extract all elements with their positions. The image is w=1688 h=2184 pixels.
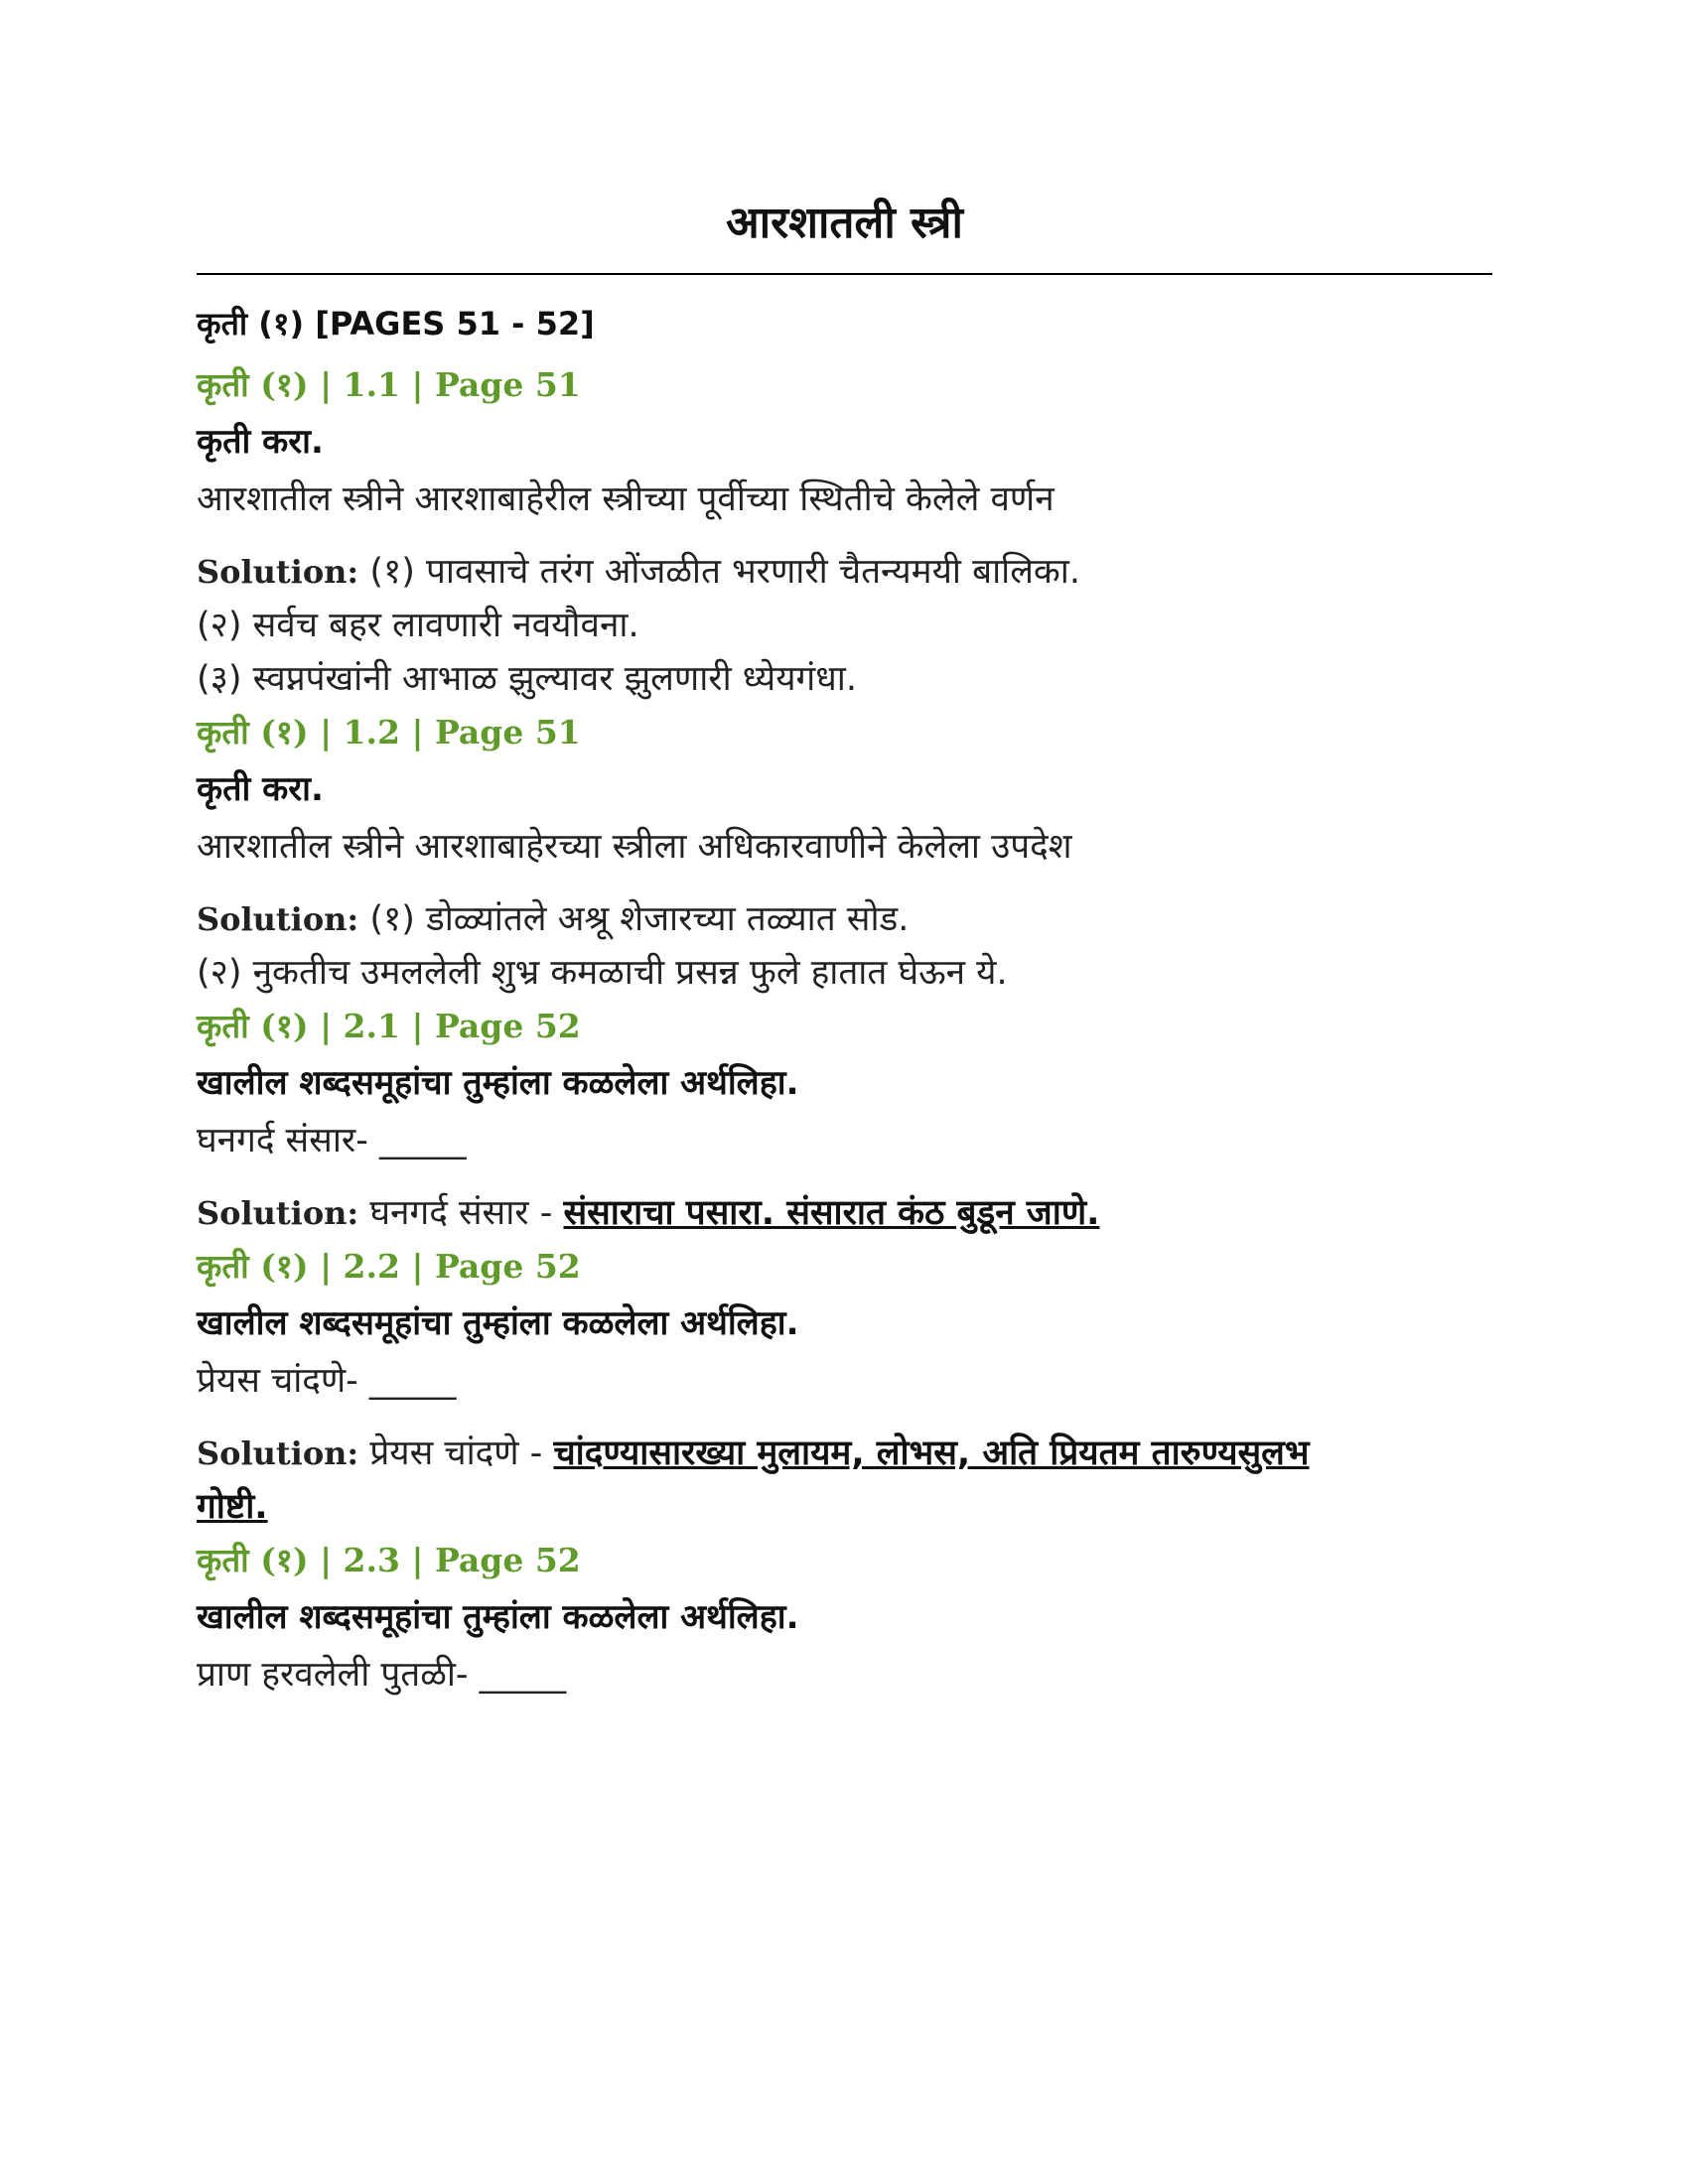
section-title: कृती (१) [PAGES 51 - 52] bbox=[197, 305, 595, 342]
title-divider bbox=[197, 273, 1492, 275]
question-text: आरशातील स्त्रीने आरशाबाहेरच्या स्त्रीला अधिकारवाणीने केलेला उपदेश bbox=[197, 827, 1072, 867]
solution-line: (३) स्वप्नपंखांनी आभाळ झुल्यावर झुलणारी ध्येयगंधा. bbox=[197, 659, 857, 699]
solution-line: (२) नुकतीच उमललेली शुभ्र कमळाची प्रसन्न फुले हातात घेऊन ये. bbox=[197, 953, 1008, 993]
question-heading: कृती (१) | 2.1 | Page 52 bbox=[197, 1007, 581, 1045]
solution-line bbox=[197, 1427, 1492, 1480]
question-block-1-1 bbox=[197, 358, 1492, 706]
question-text: प्रेयस चांदणे- _____ bbox=[197, 1361, 457, 1401]
question-block-2-1 bbox=[197, 1000, 1492, 1240]
question-text: घनगर्द संसार- _____ bbox=[197, 1121, 467, 1160]
solution-text: (१) पावसाचे तरंग ओंजळीत भरणारी चैतन्यमयी बालिका. bbox=[369, 552, 1080, 592]
solution-prefix: घनगर्द संसार - bbox=[369, 1193, 564, 1233]
question-text: प्राण हरवलेली पुतळी- _____ bbox=[197, 1655, 567, 1695]
question-heading: कृती (१) | 1.1 | Page 51 bbox=[197, 365, 581, 404]
solution-label: Solution: bbox=[197, 553, 359, 591]
solution-line bbox=[197, 1186, 1492, 1240]
solution-label: Solution: bbox=[197, 1194, 359, 1232]
document-page bbox=[197, 194, 1492, 1708]
question-instruction: खालील शब्दसमूहांचा तुम्हांला कळलेला अर्थलिहा. bbox=[197, 1303, 799, 1343]
question-instruction: कृती करा. bbox=[197, 769, 324, 809]
solution-line bbox=[197, 545, 1492, 599]
question-block-1-2 bbox=[197, 706, 1492, 1000]
solution-label: Solution: bbox=[197, 1434, 359, 1472]
question-heading: कृती (१) | 1.2 | Page 51 bbox=[197, 713, 581, 751]
question-instruction: खालील शब्दसमूहांचा तुम्हांला कळलेला अर्थलिहा. bbox=[197, 1597, 799, 1637]
solution-line bbox=[197, 892, 1492, 946]
question-instruction: कृती करा. bbox=[197, 422, 324, 462]
question-text: आरशातील स्त्रीने आरशाबाहेरील स्त्रीच्या पूर्वीच्या स्थितीचे केलेले वर्णन bbox=[197, 479, 1055, 519]
question-block-2-3 bbox=[197, 1534, 1492, 1708]
page-title: आरशातली स्त्री bbox=[726, 198, 963, 248]
question-block-2-2 bbox=[197, 1240, 1492, 1534]
solution-line: (२) सर्वच बहर लावणारी नवयौवना. bbox=[197, 606, 639, 645]
question-heading: कृती (१) | 2.3 | Page 52 bbox=[197, 1541, 581, 1579]
solution-answer: संसाराचा पसारा. संसारात कंठ बुडून जाणे. bbox=[563, 1193, 1100, 1233]
solution-answer: गोष्टी. bbox=[197, 1487, 268, 1527]
solution-prefix: प्रेयस चांदणे - bbox=[369, 1433, 554, 1473]
solution-text: (१) डोळ्यांतले अश्रू शेजारच्या तळ्यात सोड. bbox=[369, 899, 910, 939]
solution-line bbox=[197, 1480, 1492, 1534]
solution-answer: चांदण्यासारख्या मुलायम, लोभस, अति प्रियतम तारुण्यसुलभ bbox=[553, 1433, 1310, 1473]
question-heading: कृती (१) | 2.2 | Page 52 bbox=[197, 1247, 581, 1286]
solution-label: Solution: bbox=[197, 900, 359, 938]
question-instruction: खालील शब्दसमूहांचा तुम्हांला कळलेला अर्थलिहा. bbox=[197, 1063, 799, 1103]
